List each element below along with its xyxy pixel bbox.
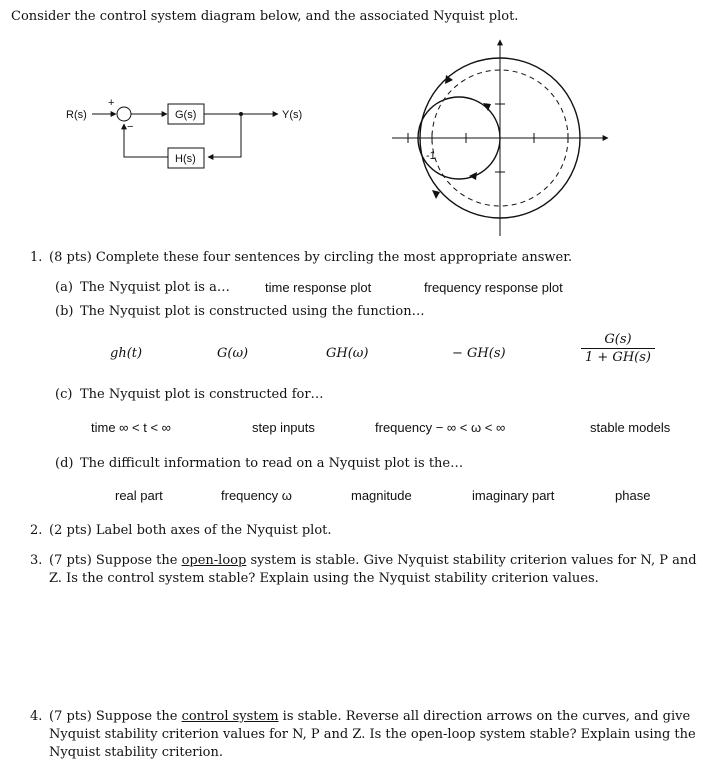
q3-line1 [49, 553, 697, 568]
minus-one-label: -1 [426, 150, 436, 162]
q1-text: (8 pts) Complete these four sentences by circling the most appropriate answer. [49, 250, 573, 265]
q1c-option-frequency[interactable]: frequency − ∞ < ω < ∞ [375, 420, 506, 435]
feedback-path [208, 114, 241, 157]
q1b-option-neg-gh-s[interactable]: − GH(s) [452, 346, 506, 361]
curve-arrow [469, 172, 477, 180]
q1b-option-gh-t[interactable]: gh(t) [110, 346, 143, 361]
q1b-option-gh-omega[interactable]: GH(ω) [326, 346, 369, 361]
g-block-label: G(s) [175, 109, 197, 121]
q4-line1 [49, 709, 690, 724]
q1b-option-g-omega[interactable]: G(ω) [217, 346, 249, 361]
curve-arrow [483, 103, 491, 111]
q1d-option-real-part[interactable]: real part [115, 488, 163, 503]
q1a-option-time-response[interactable]: time response plot [265, 280, 372, 295]
curve-arrow [432, 190, 440, 199]
q3-number: 3. [30, 553, 43, 568]
summing-junction [117, 107, 131, 121]
q1c-text: The Nyquist plot is constructed for… [80, 387, 324, 402]
output-label: Y(s) [282, 109, 303, 121]
q3-line2: Z. Is the control system stable? Explain using the Nyquist stability criterion values. [49, 571, 599, 586]
h-block-label: H(s) [175, 153, 196, 165]
q3-post: system is stable. Give Nyquist stability criterion values for N, P and [246, 553, 697, 568]
q3-underlined: open-loop [181, 553, 247, 568]
q2-text: (2 pts) Label both axes of the Nyquist plot. [49, 523, 332, 538]
q1a-text: The Nyquist plot is a… [80, 280, 230, 295]
intro-text: Consider the control system diagram below, and the associated Nyquist plot. [11, 9, 519, 24]
input-label: R(s) [66, 109, 87, 121]
q1d-text: The difficult information to read on a Nyquist plot is the… [80, 456, 464, 471]
q1d-option-imaginary-part[interactable]: imaginary part [472, 488, 555, 503]
q1b-option-closed-loop[interactable] [581, 332, 655, 365]
q4-line2: Nyquist stability criterion values for N, P and Z. Is the open-loop system stable? Explain using the [49, 727, 696, 742]
q1b-text: The Nyquist plot is constructed using the function… [80, 304, 425, 319]
minus-sign: − [127, 121, 134, 133]
plus-sign: + [108, 97, 115, 109]
q1c-option-step-inputs[interactable]: step inputs [252, 420, 315, 435]
q4-number: 4. [30, 709, 43, 724]
fraction-numerator: G(s) [581, 332, 655, 349]
q3-pre: (7 pts) Suppose the [49, 553, 182, 568]
block-diagram [66, 97, 302, 168]
q1d-label: (d) [55, 456, 74, 471]
q4-pre: (7 pts) Suppose the [49, 709, 182, 724]
q1a-option-frequency-response[interactable]: frequency response plot [424, 280, 563, 295]
q1d-option-phase[interactable]: phase [615, 488, 651, 503]
q1b-label: (b) [55, 304, 74, 319]
q1-number: 1. [30, 250, 43, 265]
q1d-option-frequency[interactable]: frequency ω [221, 488, 292, 503]
q2-number: 2. [30, 523, 43, 538]
q1c-option-time[interactable]: time ∞ < t < ∞ [91, 420, 171, 435]
q1a-label: (a) [55, 280, 73, 295]
fraction-denominator: 1 + GH(s) [585, 350, 651, 365]
q4-post: is stable. Reverse all direction arrows on the curves, and give [278, 709, 691, 724]
figure [0, 0, 723, 250]
q1c-option-stable-models[interactable]: stable models [590, 420, 671, 435]
q4-line3: Nyquist stability criterion. [49, 745, 224, 760]
q1c-label: (c) [55, 387, 73, 402]
nyquist-plot [392, 40, 608, 236]
q4-underlined: control system [181, 709, 279, 724]
q1d-option-magnitude[interactable]: magnitude [351, 488, 412, 503]
